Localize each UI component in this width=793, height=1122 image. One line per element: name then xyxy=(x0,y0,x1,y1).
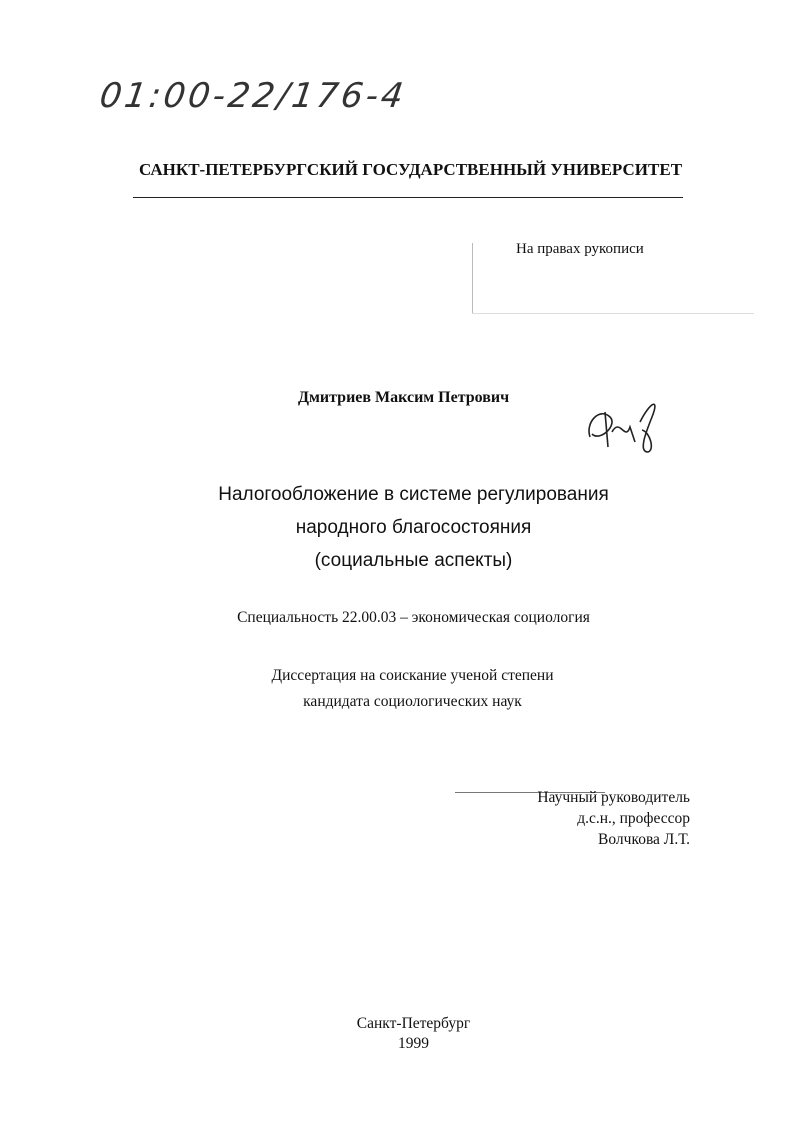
specialty: Специальность 22.00.03 – экономическая социология xyxy=(237,609,590,626)
place-and-year xyxy=(0,1014,793,1054)
dissertation-title xyxy=(0,478,793,577)
degree-statement xyxy=(0,663,793,715)
advisor-block xyxy=(537,787,690,850)
signature-icon xyxy=(580,392,665,462)
handwritten-catalog-code: 01:00-22/176-4 xyxy=(97,76,409,116)
advisor-degree: д.с.н., профессор xyxy=(577,810,690,827)
rights-note: На правах рукописи xyxy=(516,241,644,257)
advisor-role: Научный руководитель xyxy=(537,789,690,806)
advisor-name: Волчкова Л.Т. xyxy=(598,831,690,848)
title-line: Налогообложение в системе регулирования xyxy=(218,484,609,505)
title-line: (социальные аспекты) xyxy=(314,550,513,571)
city: Санкт-Петербург xyxy=(356,1015,471,1032)
author-name: Дмитриев Максим Петрович xyxy=(298,389,510,406)
degree-line: Диссертация на соискание ученой степени xyxy=(271,667,554,684)
year: 1999 xyxy=(398,1035,429,1052)
margin-line-horizontal xyxy=(472,313,754,314)
university-name: САНКТ-ПЕТЕРБУРГСКИЙ ГОСУДАРСТВЕННЫЙ УНИВЕРСИТЕТ xyxy=(138,160,683,179)
degree-line: кандидата социологических наук xyxy=(303,693,522,710)
header-divider xyxy=(133,197,683,198)
title-line: народного благосостояния xyxy=(295,517,532,538)
margin-line xyxy=(472,243,473,313)
